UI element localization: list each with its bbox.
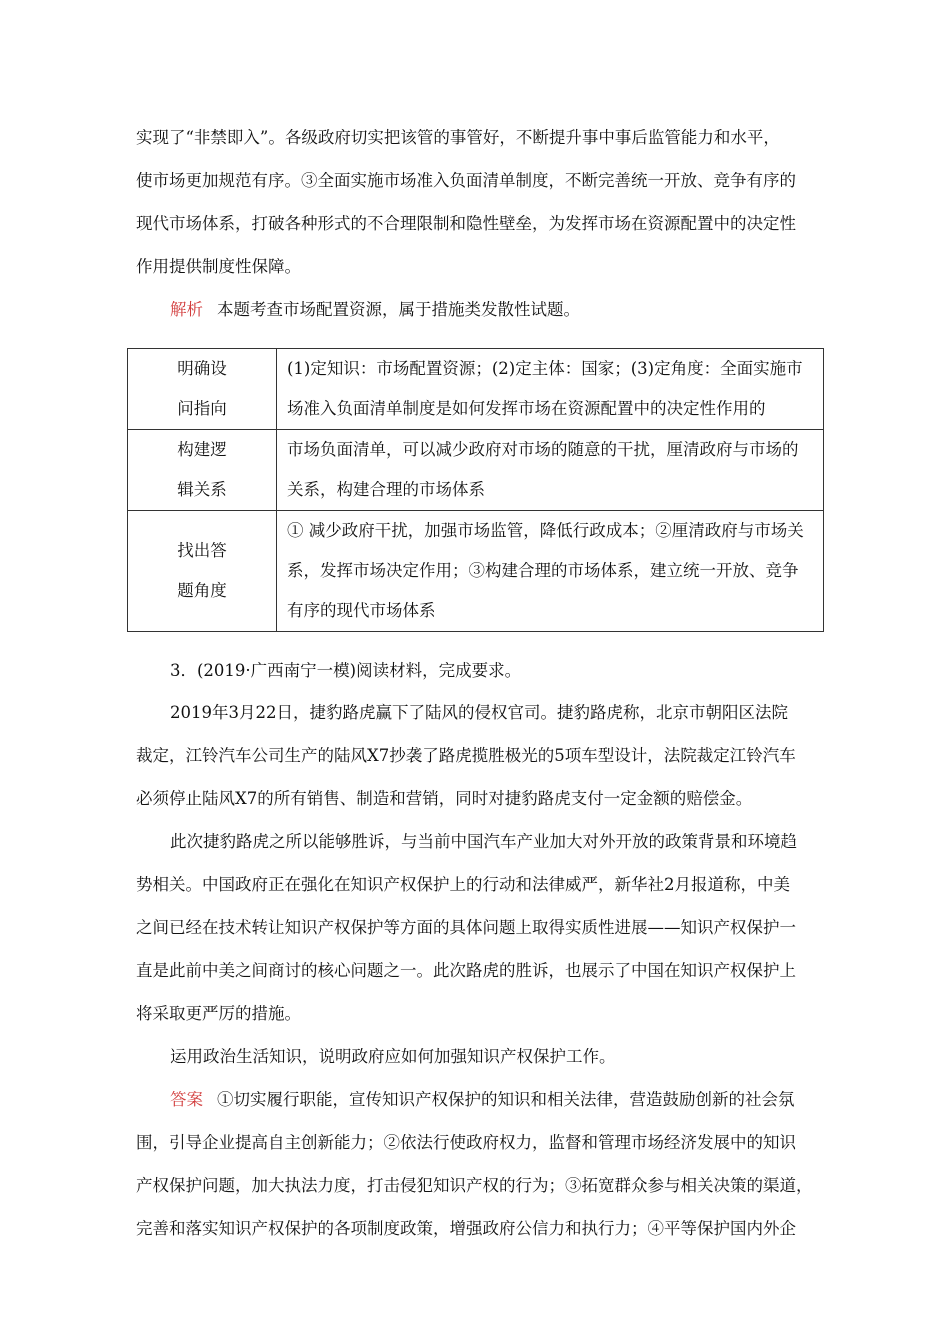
- text-line: 围，引导企业提高自主创新能力；②依法行使政府权力，监督和管理市场经济发展中的知识: [136, 1133, 796, 1152]
- table-row: [128, 430, 824, 511]
- text-line: 直是此前中美之间商讨的核心问题之一。此次路虎的胜诉，也展示了中国在知识产权保护上: [136, 961, 796, 980]
- table-value-text: 场准入负面清单制度是如何发挥市场在资源配置中的决定性作用的: [287, 399, 766, 418]
- table-key-text: 题角度: [177, 581, 227, 600]
- table-value-text: 关系，构建合理的市场体系: [287, 480, 485, 499]
- table-key-cell: [128, 430, 277, 511]
- table-key-text: 辑关系: [177, 480, 227, 499]
- table-value-text: 市场负面清单，可以减少政府对市场的随意的干扰，厘清政府与市场的: [287, 440, 799, 459]
- table-value-cell: [277, 349, 824, 430]
- text-line: 将采取更严厉的措施。: [136, 1004, 301, 1023]
- question-header: 3．(2019·广西南宁一模)阅读材料，完成要求。: [170, 661, 522, 680]
- table-key-text: 构建逻: [177, 440, 227, 459]
- answer-text: ①切实履行职能，宣传知识产权保护的知识和相关法律，营造鼓励创新的社会氛: [217, 1090, 795, 1109]
- text-line: 实现了“非禁即入”。各级政府切实把该管的事管好，不断提升事中事后监管能力和水平，: [136, 128, 780, 147]
- text-line: 裁定，江铃汽车公司生产的陆风X7抄袭了路虎揽胜极光的5项车型设计，法院裁定江铃汽车: [136, 746, 796, 765]
- table-key-text: 问指向: [177, 399, 227, 418]
- analysis-line: [170, 299, 826, 321]
- text-line: 完善和落实知识产权保护的各项制度政策，增强政府公信力和执行力；④平等保护国内外企: [136, 1219, 796, 1238]
- table-value-text: 有序的现代市场体系: [287, 601, 436, 620]
- text-line: 作用提供制度性保障。: [136, 257, 301, 276]
- table-value-cell: [277, 511, 824, 632]
- table-row: [128, 349, 824, 430]
- table-value-cell: [277, 430, 824, 511]
- analysis-table: [127, 348, 824, 632]
- answer-line: [170, 1089, 826, 1111]
- answer-label: 答案: [170, 1090, 203, 1109]
- table-key-text: 找出答: [177, 541, 227, 560]
- question-task: 运用政治生活知识，说明政府应如何加强知识产权保护工作。: [170, 1047, 616, 1066]
- text-line: 使市场更加规范有序。③全面实施市场准入负面清单制度，不断完善统一开放、竞争有序的: [136, 171, 796, 190]
- text-line: 之间已经在技术转让知识产权保护等方面的具体问题上取得实质性进展——知识产权保护一: [136, 918, 796, 937]
- table-value-text: (1)定知识：市场配置资源；(2)定主体：国家；(3)定角度：全面实施市: [287, 359, 803, 378]
- text-line: 此次捷豹路虎之所以能够胜诉，与当前中国汽车产业加大对外开放的政策背景和环境趋: [170, 832, 797, 851]
- text-line: 2019年3月22日，捷豹路虎赢下了陆风的侵权官司。捷豹路虎称，北京市朝阳区法院: [170, 703, 788, 722]
- analysis-text: 本题考查市场配置资源，属于措施类发散性试题。: [217, 300, 580, 319]
- table-key-cell: [128, 349, 277, 430]
- text-line: 产权保护问题，加大执法力度，打击侵犯知识产权的行为；③拓宽群众参与相关决策的渠道，: [136, 1176, 813, 1195]
- table-value-text: ① 减少政府干扰，加强市场监管，降低行政成本；②厘清政府与市场关: [287, 521, 804, 540]
- text-line: 现代市场体系，打破各种形式的不合理限制和隐性壁垒，为发挥市场在资源配置中的决定性: [136, 214, 796, 233]
- table-key-text: 明确设: [177, 359, 227, 378]
- analysis-label: 解析: [170, 300, 203, 319]
- table-key-cell: [128, 511, 277, 632]
- text-line: 必须停止陆风X7的所有销售、制造和营销，同时对捷豹路虎支付一定金额的赔偿金。: [136, 789, 753, 808]
- table-value-text: 系，发挥市场决定作用；③构建合理的市场体系，建立统一开放、竞争: [287, 561, 799, 580]
- table-row: [128, 511, 824, 632]
- text-line: 势相关。中国政府正在强化在知识产权保护上的行动和法律威严，新华社2月报道称，中美: [136, 875, 790, 894]
